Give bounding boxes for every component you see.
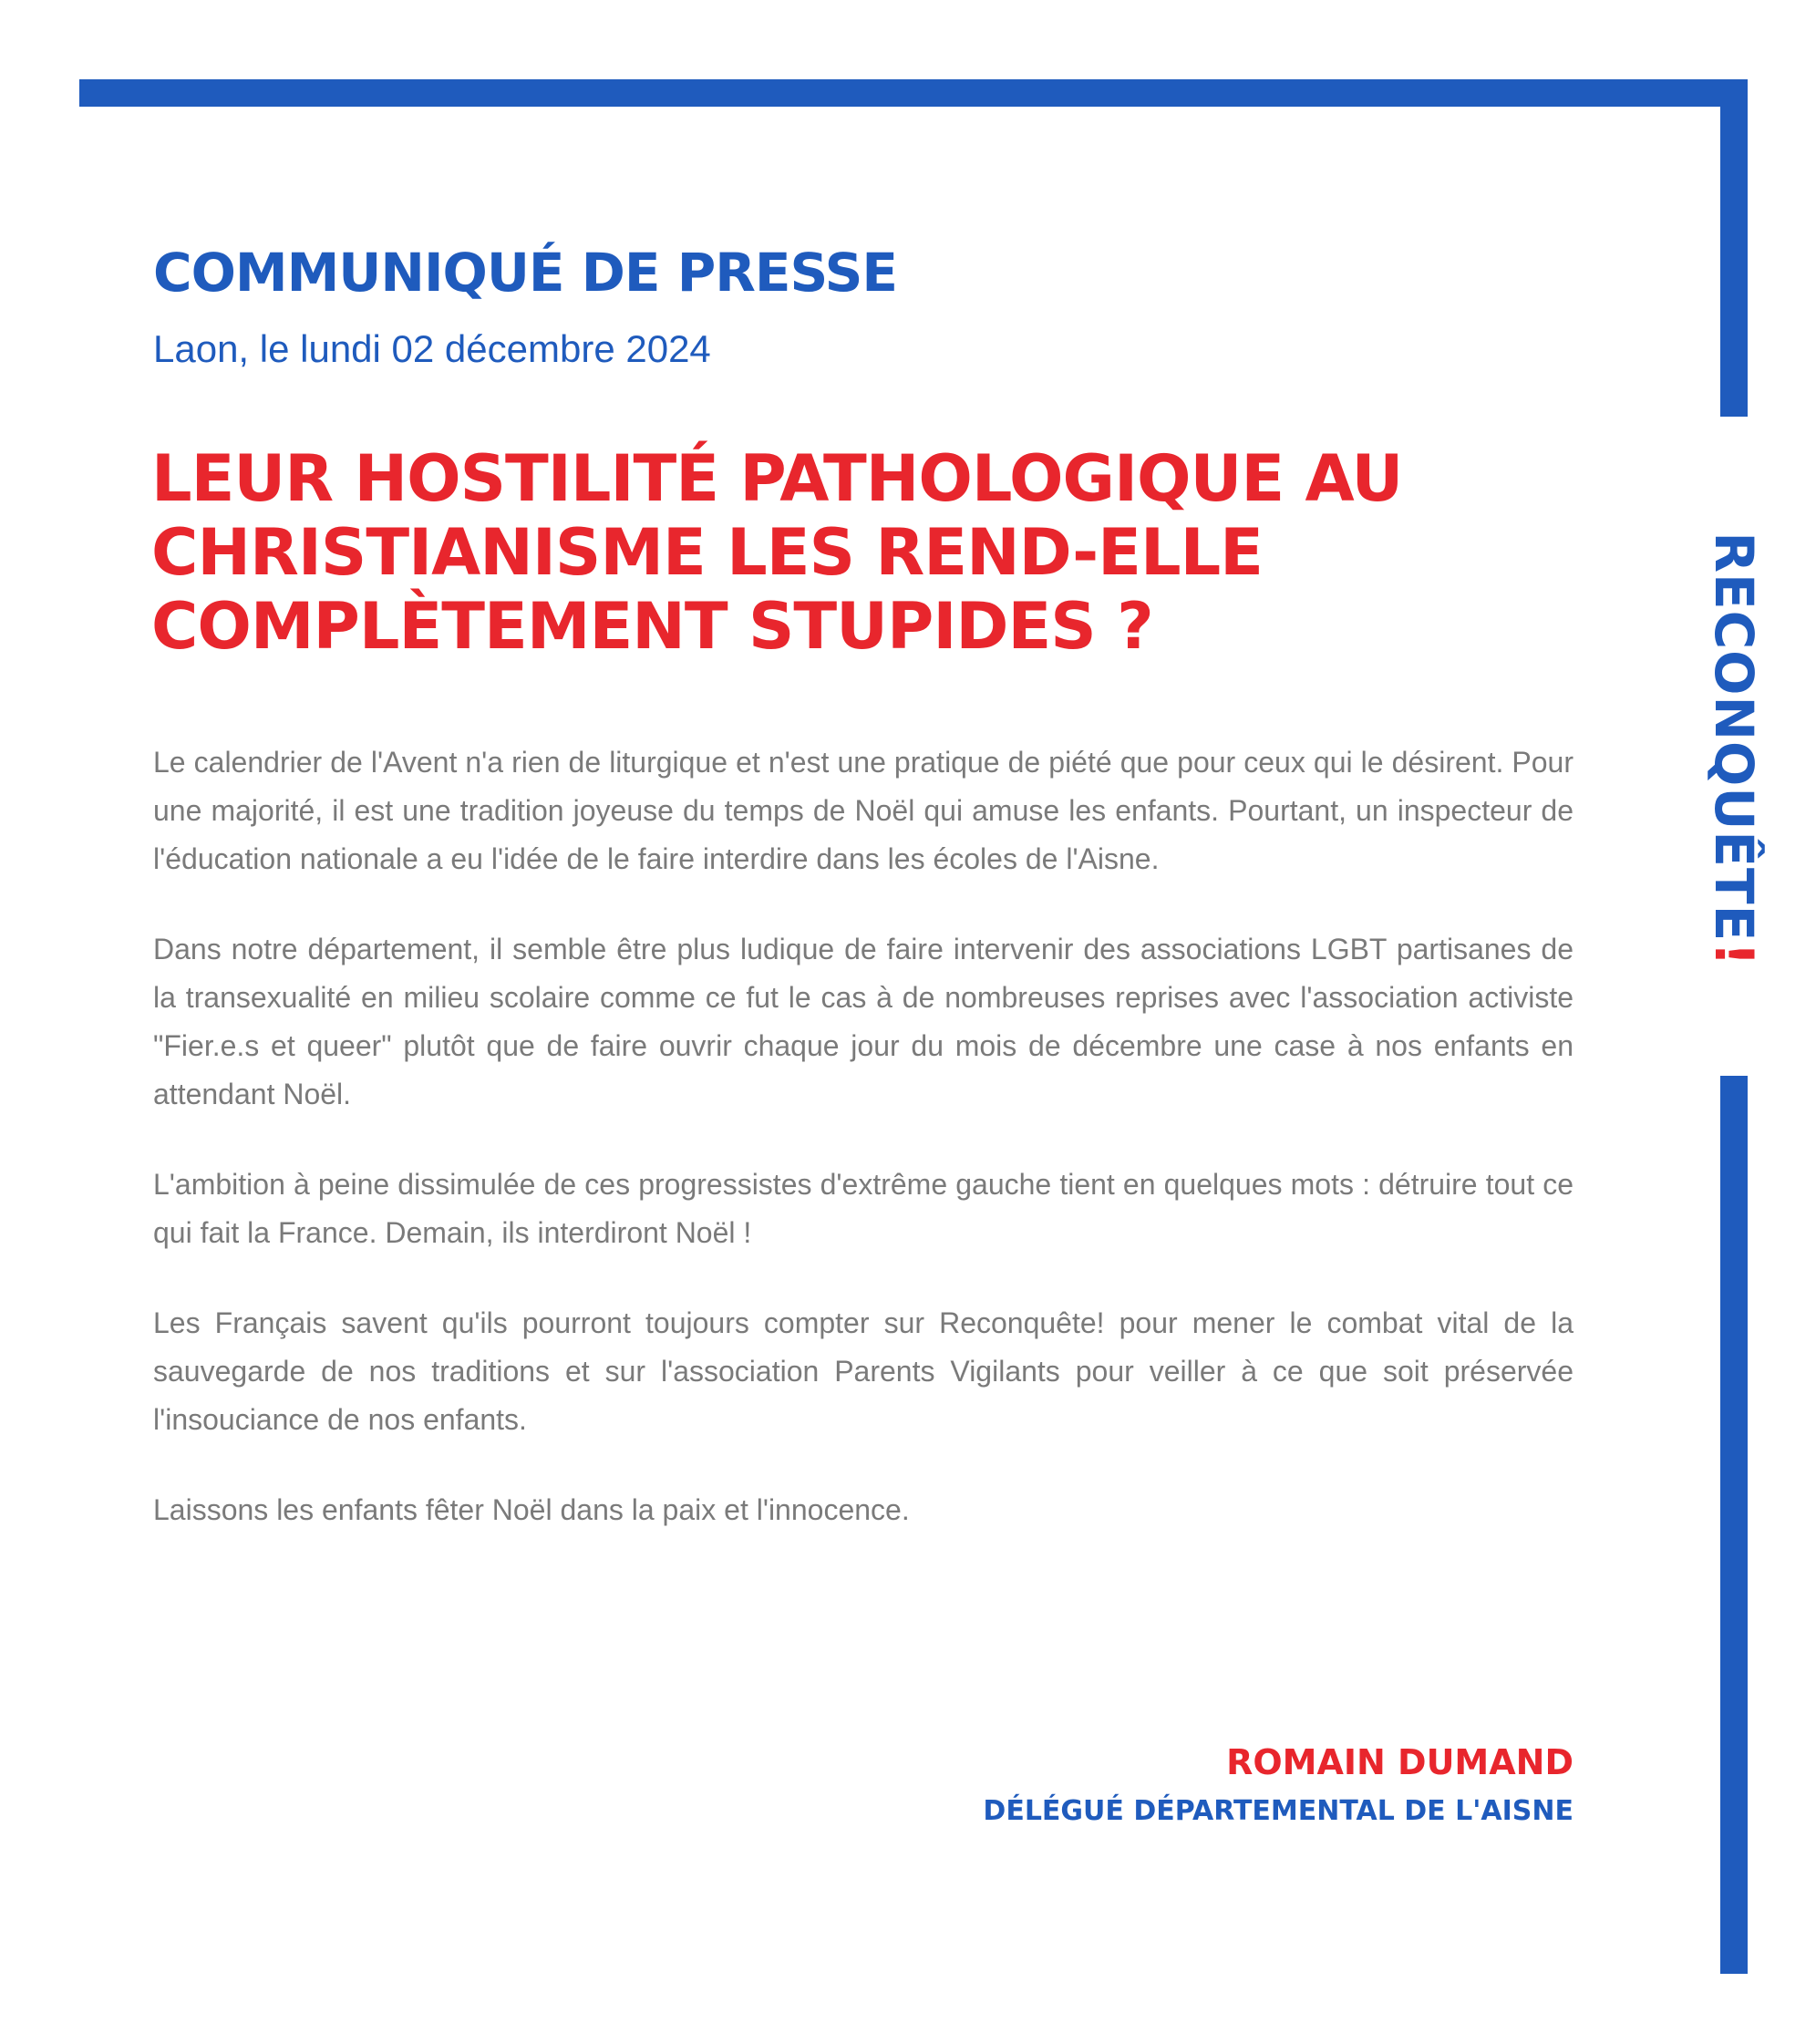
place-date-line: Laon, le lundi 02 décembre 2024	[153, 327, 711, 370]
body-paragraph-1: Le calendrier de l'Avent n'a rien de liturgique et n'est une pratique de piété que pour ceux qui le désirent. Pour une majorité, il est une tradition joyeuse du temps de Noël qui amuse les enfants. Pourtant, un inspecteur de l'éducation nationale a eu l'idée de le faire interdire dans les écoles de l'Aisne.	[153, 746, 1574, 875]
reconquete-logo	[1703, 532, 1765, 967]
body-paragraph-2: Dans notre département, il semble être plus ludique de faire intervenir des associations LGBT partisanes de la transexualité en milieu scolaire comme ce fut le cas à de nombreuses reprises avec l'association activiste "Fier.e.s et queer" plutôt que de faire ouvrir chaque jour du mois de décembre une case à nos enfants en attendant Noël.	[153, 933, 1574, 1110]
headline-line-3: COMPLÈTEMENT STUPIDES ?	[151, 589, 1153, 664]
frame-right-bar-upper	[1720, 79, 1748, 417]
body-paragraph-4: Les Français savent qu'ils pourront toujours compter sur Reconquête! pour mener le combat vital de la sauvegarde de nos traditions et sur l'association Parents Vigilants pour veiller à ce que soit préservée l'insouciance de nos enfants.	[153, 1306, 1574, 1436]
signature-block	[983, 1737, 1574, 1835]
headline-line-2: CHRISTIANISME LES REND-ELLE	[151, 515, 1263, 590]
document-type-label: COMMUNIQUÉ DE PRESSE	[153, 242, 898, 304]
logo-text: RECONQUÊTE	[1703, 532, 1765, 943]
frame-top-bar	[79, 79, 1748, 107]
frame-right-bar-lower	[1720, 1076, 1748, 1974]
body-paragraph-3: L'ambition à peine dissimulée de ces progressistes d'extrême gauche tient en quelques mots : détruire tout ce qui fait la France. Demain, ils interdiront Noël !	[153, 1168, 1574, 1249]
headline	[151, 442, 1574, 664]
headline-line-1: LEUR HOSTILITÉ PATHOLOGIQUE AU	[151, 441, 1403, 516]
logo-exclamation: !	[1703, 942, 1765, 967]
signatory-name: ROMAIN DUMAND	[1226, 1742, 1574, 1782]
signatory-role: DÉLÉGUÉ DÉPARTEMENTAL DE L'AISNE	[983, 1795, 1574, 1827]
body-paragraph-5: Laissons les enfants fêter Noël dans la paix et l'innocence.	[153, 1493, 910, 1526]
body-text	[153, 738, 1574, 1576]
